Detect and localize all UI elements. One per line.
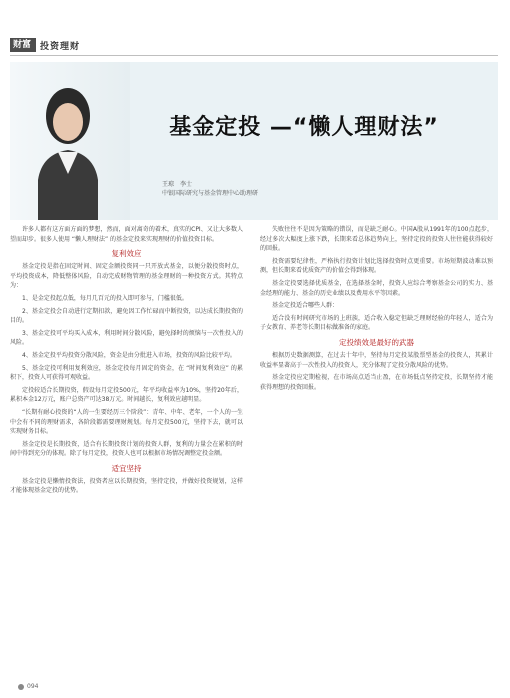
page-dot-icon xyxy=(18,684,24,690)
header-divider xyxy=(10,55,498,56)
page-number: 094 xyxy=(27,683,39,690)
article-author: 王琼 李士 xyxy=(162,181,193,188)
author-affiliation: 中银国际研究与基金管理中心助理研 xyxy=(162,190,259,197)
section-header xyxy=(10,38,80,52)
hero-banner xyxy=(10,62,498,220)
section-subheading: 适宜坚持 xyxy=(111,463,142,473)
article-title: 基金定投 —“懒人理财法” xyxy=(169,115,439,140)
body-paragraph: 2、基金定投会自动进行定期扣款，避免因工作忙碌而中断投资，以达成长期投资的目的。 xyxy=(10,307,243,325)
body-paragraph: 3、基金定投可平均买入成本，利用时间分散风险，避免择时的烦恼与一次性投入的风险。 xyxy=(10,329,243,347)
body-paragraph: 定投较适合长期投资，假设每月定投500元，年平均收益率为10%，坚持20年后，累积本金12万元，账户总资产可达38万元。时间越长，复利效应越明显。 xyxy=(10,386,243,404)
body-paragraph: 4、基金定投平均投资分散风险，资金是由分批进入市场，投资的风险比较平均。 xyxy=(22,351,236,359)
section-subheading: 定投绩效是最好的武器 xyxy=(339,337,414,347)
body-paragraph: 投资需要纪律性，严格执行投资计划比选择投资时点更重要。市场短期波动难以预测，但长期来看优质资产的价值会得到体现。 xyxy=(260,257,493,275)
page-footer xyxy=(18,683,38,690)
section-title: 投资理财 xyxy=(40,41,81,52)
body-paragraph: 基金定投要选择优质基金，在选择基金时，投资人应综合考察基金公司的实力、基金经理的能力、基金的历史业绩以及费用水平等因素。 xyxy=(260,279,493,297)
body-paragraph: 失败往往不是因为策略的错误，而是缺乏耐心。中国A股从1991年的100点起步，经过多次大幅度上涨下跌，长期来看总体趋势向上，坚持定投的投资人往往能获得较好的回报。 xyxy=(260,226,493,253)
body-paragraph: 适合没有时间研究市场的上班族，适合收入稳定但缺乏理财经验的年轻人，适合为子女教育、养老等长期目标做准备的家庭。 xyxy=(260,314,493,332)
body-paragraph: 基金定投应定期检视，在市场高点适当止盈，在市场低点坚持定投，长期坚持才能获得理想的投资回报。 xyxy=(260,374,493,391)
section-subheading: 复利效应 xyxy=(111,249,142,259)
author-portrait-image xyxy=(18,62,114,220)
body-paragraph: 5、基金定投可利用复利效应，基金定投每月固定的资金，在 “时间复利效应” 的累积下，投资人可获得可观收益。 xyxy=(10,364,243,382)
body-paragraph: 基金定投是长期投资，适合有长期投资计划的投资人群，复利的力量会在累积的时间中得到充分的体现。除了每月定投，投资人也可以根据市场情况调整定投金额。 xyxy=(10,440,243,458)
body-paragraph: 基金定投是指在固定时间、固定金额投资同一只开放式基金，以便分散投资时点，平均投资成本，降低整体风险，自动完成财物管理的基金理财的一种投资方式。其特点为： xyxy=(10,263,243,290)
article-column-right xyxy=(260,225,493,395)
body-paragraph: 根据历史数据测算，在过去十年中，坚持每月定投某股票型基金的投资人，其累计收益率显著高于一次性投入的投资人，充分体现了定投分散风险的优势。 xyxy=(260,351,493,369)
article-column-left xyxy=(10,225,243,499)
section-badge: 财富 xyxy=(10,38,36,52)
body-paragraph: 许多人都有这方面方面的梦想，然而，面对离奇的着术，真实的CPI、又让大多数人望而却步。很多人使用 “懒人理财法” 的基金定投来实现理财的价值投资目标。 xyxy=(10,226,243,243)
body-paragraph: “长期有耐心投资的“人的一生要经历三个阶段”：青年、中年、老年，一个人的一生中会有不同的理财需求，各阶段都需要理财规划。每月定投500元，坚持下去，就可以实现财务目标。 xyxy=(10,408,243,436)
body-paragraph: 基金定投适合哪些人群： xyxy=(272,302,339,310)
body-paragraph: 基金定投是懒惰投资法，投资者应以长期投资，坚持定投，并做好投资规划，这样才能体现基金定投的优势。 xyxy=(10,477,243,495)
body-paragraph: 1、是金定投起点低，每月几百元的投入即可参与，门槛很低。 xyxy=(22,294,188,302)
